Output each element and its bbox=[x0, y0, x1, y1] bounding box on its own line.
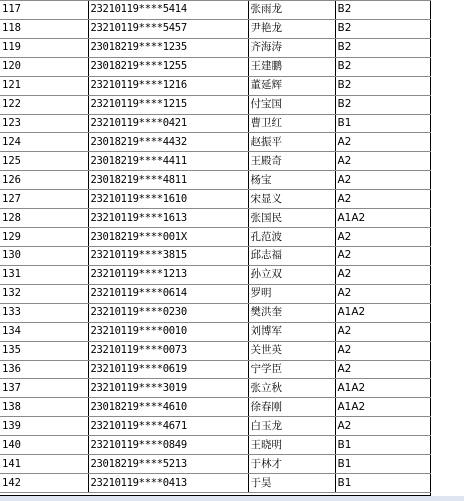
name-cell[interactable]: 邱志福 bbox=[248, 246, 335, 265]
license-class-cell[interactable]: A2 bbox=[335, 322, 431, 341]
id-number-cell[interactable]: 23018219****4811 bbox=[88, 171, 248, 190]
name-cell[interactable]: 王晓明 bbox=[248, 436, 335, 455]
sheet-bottom-edge bbox=[0, 496, 464, 501]
name-cell[interactable]: 赵振平 bbox=[248, 133, 335, 152]
name-cell[interactable]: 于林才 bbox=[248, 455, 335, 474]
name-cell[interactable]: 付宝国 bbox=[248, 95, 335, 114]
id-number-cell[interactable]: 23018219****4411 bbox=[88, 152, 248, 171]
id-number-cell[interactable]: 23210119****0849 bbox=[88, 436, 248, 455]
license-class-cell[interactable]: A1A2 bbox=[335, 398, 431, 417]
table-row bbox=[0, 379, 431, 398]
license-class-cell[interactable]: B1 bbox=[335, 455, 431, 474]
id-number-cell[interactable]: 23210119****3019 bbox=[88, 379, 248, 398]
license-class-cell[interactable]: A2 bbox=[335, 228, 431, 247]
license-class-cell[interactable]: B2 bbox=[335, 76, 431, 95]
license-class-cell[interactable]: A1A2 bbox=[335, 303, 431, 322]
row-number-cell[interactable]: 138 bbox=[0, 398, 88, 417]
license-class-cell[interactable]: B2 bbox=[335, 95, 431, 114]
table-row bbox=[0, 95, 431, 114]
license-class-cell[interactable]: A2 bbox=[335, 341, 431, 360]
id-number-cell[interactable]: 23210119****0614 bbox=[88, 284, 248, 303]
name-cell[interactable]: 董延辉 bbox=[248, 76, 335, 95]
name-cell[interactable]: 张国民 bbox=[248, 209, 335, 228]
row-number-cell[interactable]: 125 bbox=[0, 152, 88, 171]
license-class-cell[interactable]: A1A2 bbox=[335, 209, 431, 228]
name-cell[interactable]: 孙立双 bbox=[248, 265, 335, 284]
table-row bbox=[0, 341, 431, 360]
name-cell[interactable]: 宋显义 bbox=[248, 190, 335, 209]
table-row bbox=[0, 398, 431, 417]
table-row bbox=[0, 436, 431, 455]
id-number-cell[interactable]: 23018219****4432 bbox=[88, 133, 248, 152]
license-class-cell[interactable]: A2 bbox=[335, 190, 431, 209]
row-number-cell[interactable]: 133 bbox=[0, 303, 88, 322]
name-cell[interactable]: 张雨龙 bbox=[248, 1, 335, 20]
name-cell[interactable]: 徐春刚 bbox=[248, 398, 335, 417]
license-class-cell[interactable]: B1 bbox=[335, 436, 431, 455]
id-number-cell[interactable]: 23210119****0619 bbox=[88, 360, 248, 379]
name-cell[interactable]: 白玉龙 bbox=[248, 417, 335, 436]
id-number-cell[interactable]: 23018219****5213 bbox=[88, 455, 248, 474]
row-number-cell[interactable]: 131 bbox=[0, 265, 88, 284]
license-class-cell[interactable]: A1A2 bbox=[335, 379, 431, 398]
table-body bbox=[0, 1, 431, 493]
table-row bbox=[0, 417, 431, 436]
row-number-cell[interactable]: 117 bbox=[0, 1, 88, 20]
row-number-cell[interactable]: 124 bbox=[0, 133, 88, 152]
id-number-cell[interactable]: 23210119****0413 bbox=[88, 474, 248, 493]
license-class-cell[interactable]: B1 bbox=[335, 114, 431, 133]
id-number-cell[interactable]: 23018219****1255 bbox=[88, 57, 248, 76]
table-row bbox=[0, 209, 431, 228]
id-number-cell[interactable]: 23210119****1215 bbox=[88, 95, 248, 114]
row-number-cell[interactable]: 132 bbox=[0, 284, 88, 303]
name-cell[interactable]: 曹卫红 bbox=[248, 114, 335, 133]
license-class-cell[interactable]: B2 bbox=[335, 19, 431, 38]
row-number-cell[interactable]: 137 bbox=[0, 379, 88, 398]
table-row bbox=[0, 152, 431, 171]
table-row bbox=[0, 303, 431, 322]
row-number-cell[interactable]: 129 bbox=[0, 228, 88, 247]
id-number-cell[interactable]: 23210119****1216 bbox=[88, 76, 248, 95]
name-cell[interactable]: 尹艳龙 bbox=[248, 19, 335, 38]
table-row bbox=[0, 455, 431, 474]
id-number-cell[interactable]: 23018219****1235 bbox=[88, 38, 248, 57]
id-number-cell[interactable]: 23210119****4671 bbox=[88, 417, 248, 436]
table-row bbox=[0, 284, 431, 303]
license-class-cell[interactable]: A2 bbox=[335, 360, 431, 379]
license-class-cell[interactable]: A2 bbox=[335, 284, 431, 303]
table-row bbox=[0, 474, 431, 493]
row-number-cell[interactable]: 127 bbox=[0, 190, 88, 209]
table-row bbox=[0, 246, 431, 265]
row-number-cell[interactable]: 118 bbox=[0, 19, 88, 38]
id-number-cell[interactable]: 23210119****5457 bbox=[88, 19, 248, 38]
id-number-cell[interactable]: 23210119****0230 bbox=[88, 303, 248, 322]
sheet-margin bbox=[431, 0, 464, 501]
row-number-cell[interactable]: 142 bbox=[0, 474, 88, 493]
license-class-cell[interactable]: A2 bbox=[335, 265, 431, 284]
row-number-cell[interactable]: 126 bbox=[0, 171, 88, 190]
table-row bbox=[0, 57, 431, 76]
license-class-cell[interactable]: A2 bbox=[335, 417, 431, 436]
table-row bbox=[0, 76, 431, 95]
name-cell[interactable]: 刘博军 bbox=[248, 322, 335, 341]
table-row bbox=[0, 265, 431, 284]
name-cell[interactable]: 王殿奇 bbox=[248, 152, 335, 171]
table-row bbox=[0, 19, 431, 38]
name-cell[interactable]: 齐海涛 bbox=[248, 38, 335, 57]
row-number-cell[interactable]: 139 bbox=[0, 417, 88, 436]
row-number-cell[interactable]: 119 bbox=[0, 38, 88, 57]
name-cell[interactable]: 王建鹏 bbox=[248, 57, 335, 76]
row-number-cell[interactable]: 121 bbox=[0, 76, 88, 95]
table-row bbox=[0, 38, 431, 57]
license-class-cell[interactable]: B1 bbox=[335, 474, 431, 493]
license-class-cell[interactable]: A2 bbox=[335, 152, 431, 171]
id-number-cell[interactable]: 23018219****001X bbox=[88, 228, 248, 247]
table-row bbox=[0, 228, 431, 247]
id-number-cell[interactable]: 23018219****4610 bbox=[88, 398, 248, 417]
row-number-cell[interactable]: 128 bbox=[0, 209, 88, 228]
name-cell[interactable]: 张立秋 bbox=[248, 379, 335, 398]
row-number-cell[interactable]: 135 bbox=[0, 341, 88, 360]
id-number-cell[interactable]: 23210119****0421 bbox=[88, 114, 248, 133]
id-number-cell[interactable]: 23210119****1613 bbox=[88, 209, 248, 228]
table-row bbox=[0, 171, 431, 190]
id-number-cell[interactable]: 23210119****3815 bbox=[88, 246, 248, 265]
row-number-cell[interactable]: 134 bbox=[0, 322, 88, 341]
name-cell[interactable]: 于昊 bbox=[248, 474, 335, 493]
table-row bbox=[0, 133, 431, 152]
id-number-cell[interactable]: 23210119****5414 bbox=[88, 1, 248, 20]
license-class-cell[interactable]: A2 bbox=[335, 246, 431, 265]
row-number-cell[interactable]: 141 bbox=[0, 455, 88, 474]
id-number-cell[interactable]: 23210119****1213 bbox=[88, 265, 248, 284]
id-number-cell[interactable]: 23210119****0073 bbox=[88, 341, 248, 360]
name-cell[interactable]: 关世英 bbox=[248, 341, 335, 360]
row-number-cell[interactable]: 120 bbox=[0, 57, 88, 76]
row-number-cell[interactable]: 123 bbox=[0, 114, 88, 133]
table-row bbox=[0, 322, 431, 341]
row-number-cell[interactable]: 140 bbox=[0, 436, 88, 455]
name-cell[interactable]: 罗明 bbox=[248, 284, 335, 303]
name-cell[interactable]: 杨宝 bbox=[248, 171, 335, 190]
row-number-cell[interactable]: 122 bbox=[0, 95, 88, 114]
id-number-cell[interactable]: 23210119****1610 bbox=[88, 190, 248, 209]
name-cell[interactable]: 樊洪奎 bbox=[248, 303, 335, 322]
row-number-cell[interactable]: 130 bbox=[0, 246, 88, 265]
table-row bbox=[0, 190, 431, 209]
license-class-cell[interactable]: B2 bbox=[335, 57, 431, 76]
name-cell[interactable]: 孔范波 bbox=[248, 228, 335, 247]
license-class-cell[interactable]: B2 bbox=[335, 1, 431, 20]
id-number-cell[interactable]: 23210119****0010 bbox=[88, 322, 248, 341]
license-class-cell[interactable]: A2 bbox=[335, 133, 431, 152]
license-class-cell[interactable]: B2 bbox=[335, 38, 431, 57]
table-row bbox=[0, 114, 431, 133]
table-row bbox=[0, 1, 431, 20]
table-row bbox=[0, 360, 431, 379]
license-class-cell[interactable]: A2 bbox=[335, 171, 431, 190]
name-cell[interactable]: 宁学臣 bbox=[248, 360, 335, 379]
row-number-cell[interactable]: 136 bbox=[0, 360, 88, 379]
